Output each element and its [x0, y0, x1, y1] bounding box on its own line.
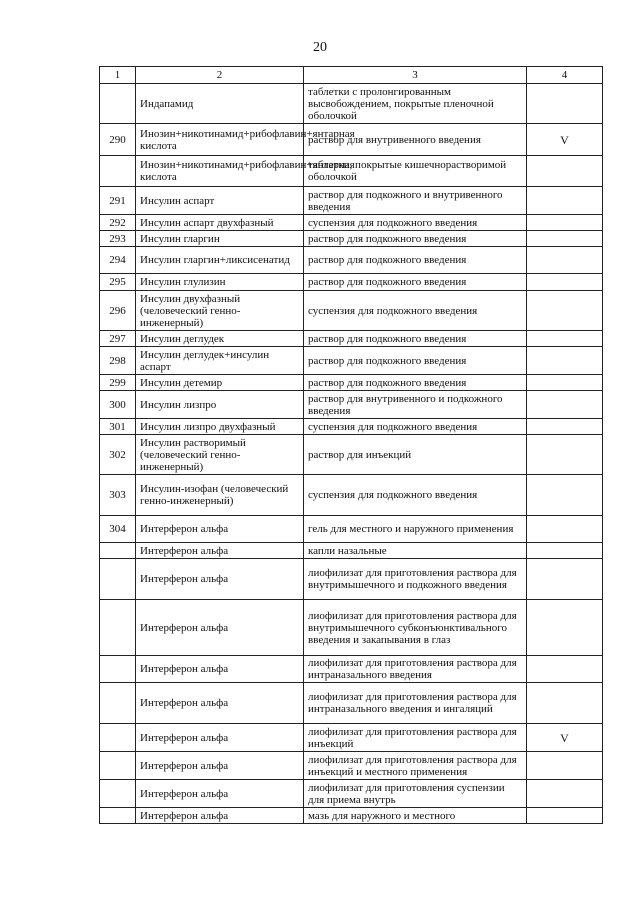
drug-name: Инсулин растворимый (человеческий генно-инженерный)	[136, 435, 304, 475]
table-row	[100, 331, 603, 347]
vital-mark	[527, 543, 603, 559]
vital-mark	[527, 419, 603, 435]
drug-name: Интерферон альфа	[136, 780, 304, 808]
vital-mark	[527, 215, 603, 231]
row-number	[100, 600, 136, 656]
dosage-form: раствор для подкожного введения	[304, 247, 527, 274]
column-header-number: 1	[100, 67, 136, 84]
table-row	[100, 683, 603, 724]
dosage-form: раствор для внутривенного и подкожного введения	[304, 391, 527, 419]
dosage-form: раствор для подкожного введения	[304, 375, 527, 391]
column-header-name: 2	[136, 67, 304, 84]
table-row	[100, 724, 603, 752]
drug-name: Инсулин глулизин	[136, 274, 304, 291]
table-row	[100, 419, 603, 435]
drug-name: Интерферон альфа	[136, 808, 304, 824]
vital-mark	[527, 331, 603, 347]
drug-name: Инсулин аспарт двухфазный	[136, 215, 304, 231]
row-number	[100, 656, 136, 683]
table-row	[100, 247, 603, 274]
dosage-form: лиофилизат для приготовления раствора для интраназального введения	[304, 656, 527, 683]
dosage-form: лиофилизат для приготовления раствора для инъекций и местного применения	[304, 752, 527, 780]
dosage-form: суспензия для подкожного введения	[304, 419, 527, 435]
column-header-form: 3	[304, 67, 527, 84]
vital-mark	[527, 780, 603, 808]
row-number: 302	[100, 435, 136, 475]
dosage-form: таблетки, покрытые кишечнорастворимой оболочкой	[304, 156, 527, 187]
drug-name: Интерферон альфа	[136, 656, 304, 683]
row-number: 293	[100, 231, 136, 247]
vital-mark	[527, 683, 603, 724]
dosage-form: раствор для подкожного введения	[304, 331, 527, 347]
dosage-form: таблетки с пролонгированным высвобождением, покрытые пленочной оболочкой	[304, 84, 527, 124]
row-number	[100, 156, 136, 187]
table-row	[100, 84, 603, 124]
table-row	[100, 559, 603, 600]
row-number: 294	[100, 247, 136, 274]
row-number: 303	[100, 475, 136, 516]
vital-mark	[527, 347, 603, 375]
vital-mark	[527, 84, 603, 124]
dosage-form: суспензия для подкожного введения	[304, 475, 527, 516]
dosage-form: раствор для подкожного введения	[304, 347, 527, 375]
drug-name: Инозин+никотинамид+рибофлавин+янтарная кислота	[136, 124, 304, 156]
dosage-form: лиофилизат для приготовления раствора для инъекций	[304, 724, 527, 752]
table-row	[100, 124, 603, 156]
vital-mark	[527, 156, 603, 187]
dosage-form: суспензия для подкожного введения	[304, 291, 527, 331]
table-row	[100, 375, 603, 391]
dosage-form: мазь для наружного и местного	[304, 808, 527, 824]
dosage-form: раствор для внутривенного введения	[304, 124, 527, 156]
table-row	[100, 780, 603, 808]
table-row	[100, 391, 603, 419]
drug-table	[99, 66, 603, 824]
table-row	[100, 808, 603, 824]
vital-mark	[527, 391, 603, 419]
drug-name: Инозин+никотинамид+рибофлавин+янтарная кислота	[136, 156, 304, 187]
row-number	[100, 780, 136, 808]
column-header-mark: 4	[527, 67, 603, 84]
table-body	[100, 84, 603, 824]
drug-name: Инсулин гларгин	[136, 231, 304, 247]
dosage-form: капли назальные	[304, 543, 527, 559]
table-row	[100, 475, 603, 516]
row-number: 300	[100, 391, 136, 419]
vital-mark: V	[527, 724, 603, 752]
vital-mark	[527, 231, 603, 247]
row-number: 295	[100, 274, 136, 291]
dosage-form: лиофилизат для приготовления раствора для интраназального введения и ингаляций	[304, 683, 527, 724]
row-number	[100, 84, 136, 124]
page-number: 20	[313, 40, 327, 55]
drug-name: Инсулин деглудек+инсулин аспарт	[136, 347, 304, 375]
drug-name: Интерферон альфа	[136, 600, 304, 656]
table-row	[100, 752, 603, 780]
vital-mark	[527, 375, 603, 391]
table-row	[100, 215, 603, 231]
dosage-form: лиофилизат для приготовления раствора для внутримышечного и подкожного введения	[304, 559, 527, 600]
row-number: 301	[100, 419, 136, 435]
table-row	[100, 231, 603, 247]
table-row	[100, 435, 603, 475]
drug-name: Интерферон альфа	[136, 559, 304, 600]
drug-name: Инсулин детемир	[136, 375, 304, 391]
row-number	[100, 752, 136, 780]
vital-mark	[527, 291, 603, 331]
drug-name: Интерферон альфа	[136, 752, 304, 780]
row-number	[100, 808, 136, 824]
dosage-form: гель для местного и наружного применения	[304, 516, 527, 543]
row-number	[100, 724, 136, 752]
drug-name: Инсулин лизпро двухфазный	[136, 419, 304, 435]
vital-mark	[527, 475, 603, 516]
vital-mark	[527, 808, 603, 824]
table-row	[100, 291, 603, 331]
row-number	[100, 559, 136, 600]
table-header-row	[100, 67, 603, 84]
drug-name: Интерферон альфа	[136, 516, 304, 543]
dosage-form: раствор для инъекций	[304, 435, 527, 475]
row-number: 296	[100, 291, 136, 331]
table-row	[100, 600, 603, 656]
vital-mark: V	[527, 124, 603, 156]
table-row	[100, 543, 603, 559]
vital-mark	[527, 559, 603, 600]
dosage-form: суспензия для подкожного введения	[304, 215, 527, 231]
drug-name: Интерферон альфа	[136, 724, 304, 752]
row-number	[100, 543, 136, 559]
drug-name: Инсулин-изофан (человеческий генно-инженерный)	[136, 475, 304, 516]
drug-name: Инсулин деглудек	[136, 331, 304, 347]
drug-name: Интерферон альфа	[136, 683, 304, 724]
row-number	[100, 683, 136, 724]
row-number: 299	[100, 375, 136, 391]
table-row	[100, 516, 603, 543]
vital-mark	[527, 600, 603, 656]
drug-name: Инсулин гларгин+ликсисенатид	[136, 247, 304, 274]
row-number: 304	[100, 516, 136, 543]
drug-name: Инсулин двухфазный (человеческий генно-инженерный)	[136, 291, 304, 331]
dosage-form: раствор для подкожного введения	[304, 274, 527, 291]
vital-mark	[527, 274, 603, 291]
drug-name: Инсулин аспарт	[136, 187, 304, 215]
row-number: 298	[100, 347, 136, 375]
vital-mark	[527, 187, 603, 215]
dosage-form: лиофилизат для приготовления суспензии для приема внутрь	[304, 780, 527, 808]
table-row	[100, 347, 603, 375]
vital-mark	[527, 247, 603, 274]
table-row	[100, 656, 603, 683]
drug-name: Инсулин лизпро	[136, 391, 304, 419]
drug-name: Интерферон альфа	[136, 543, 304, 559]
vital-mark	[527, 656, 603, 683]
dosage-form: раствор для подкожного введения	[304, 231, 527, 247]
table-row	[100, 156, 603, 187]
dosage-form: лиофилизат для приготовления раствора для внутримышечного субконъюнктивального введения и закапывания в глаз	[304, 600, 527, 656]
drug-name: Индапамид	[136, 84, 304, 124]
vital-mark	[527, 516, 603, 543]
dosage-form: раствор для подкожного и внутривенного введения	[304, 187, 527, 215]
row-number: 292	[100, 215, 136, 231]
row-number: 291	[100, 187, 136, 215]
table-row	[100, 187, 603, 215]
row-number: 297	[100, 331, 136, 347]
vital-mark	[527, 435, 603, 475]
row-number: 290	[100, 124, 136, 156]
vital-mark	[527, 752, 603, 780]
table-row	[100, 274, 603, 291]
